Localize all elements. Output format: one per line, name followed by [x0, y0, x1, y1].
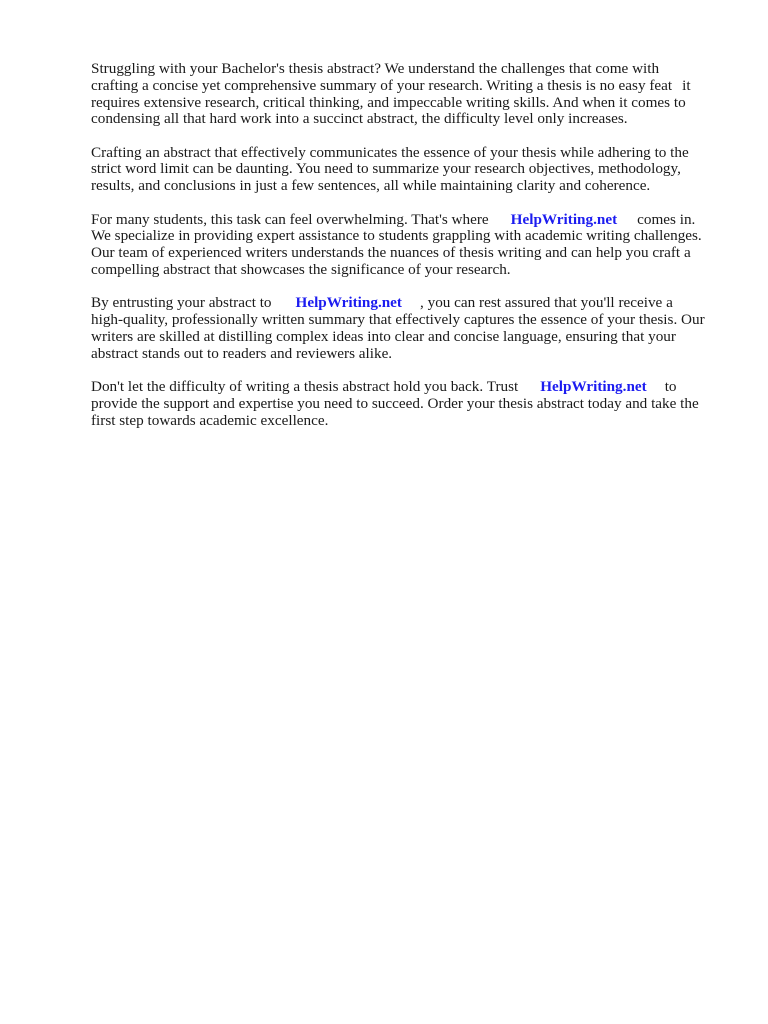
- text-fragment: , you can rest assured that you'll receive a: [420, 294, 673, 312]
- helpwriting-link[interactable]: HelpWriting.net: [510, 210, 618, 228]
- text-fragment: comes in.: [637, 210, 696, 228]
- paragraph-5: [91, 379, 731, 429]
- helpwriting-link[interactable]: HelpWriting.net: [295, 294, 402, 312]
- paragraph-3: [91, 212, 731, 279]
- text-line: abstract stands out to readers and reviewers alike.: [91, 344, 393, 362]
- text-line: compelling abstract that showcases the significance of your research.: [91, 260, 511, 278]
- text-line: [91, 295, 731, 312]
- text-fragment: it: [682, 76, 691, 94]
- text-line: strict word limit can be daunting. You need to summarize your research objectives, methodology,: [91, 160, 681, 178]
- text-fragment: crafting a concise yet comprehensive summary of your research. Writing a thesis is no easy feat: [91, 76, 673, 94]
- text-fragment: For many students, this task can feel overwhelming. That's where: [91, 210, 489, 228]
- paragraph-2: [91, 145, 731, 195]
- text-line: [91, 78, 731, 95]
- text-line: first step towards academic excellence.: [91, 411, 329, 429]
- text-fragment: Don't let the difficulty of writing a thesis abstract hold you back. Trust: [91, 377, 519, 395]
- text-line: Struggling with your Bachelor's thesis abstract? We understand the challenges that come with: [91, 60, 660, 77]
- document-body: [91, 61, 731, 446]
- text-line: condensing all that hard work into a succinct abstract, the difficulty level only increases.: [91, 110, 628, 128]
- text-line: Crafting an abstract that effectively communicates the essence of your thesis while adhering to the: [91, 143, 689, 161]
- text-line: results, and conclusions in just a few sentences, all while maintaining clarity and coherence.: [91, 177, 651, 195]
- text-fragment: to: [664, 377, 677, 395]
- helpwriting-link[interactable]: HelpWriting.net: [540, 377, 647, 395]
- text-line: We specialize in providing expert assistance to students grappling with academic writing challenges.: [91, 227, 702, 245]
- paragraph-1: [91, 61, 731, 128]
- text-line: Our team of experienced writers understands the nuances of thesis writing and can help you craft a: [91, 244, 691, 262]
- text-fragment: By entrusting your abstract to: [91, 294, 272, 312]
- text-line: provide the support and expertise you need to succeed. Order your thesis abstract today and take the: [91, 394, 699, 412]
- text-line: [91, 212, 731, 229]
- text-line: requires extensive research, critical thinking, and impeccable writing skills. And when it comes to: [91, 93, 686, 111]
- text-line: writers are skilled at distilling complex ideas into clear and concise language, ensuring that your: [91, 327, 676, 345]
- text-line: [91, 379, 731, 396]
- text-line: high-quality, professionally written summary that effectively captures the essence of your thesis. Our: [91, 311, 705, 329]
- paragraph-4: [91, 295, 731, 362]
